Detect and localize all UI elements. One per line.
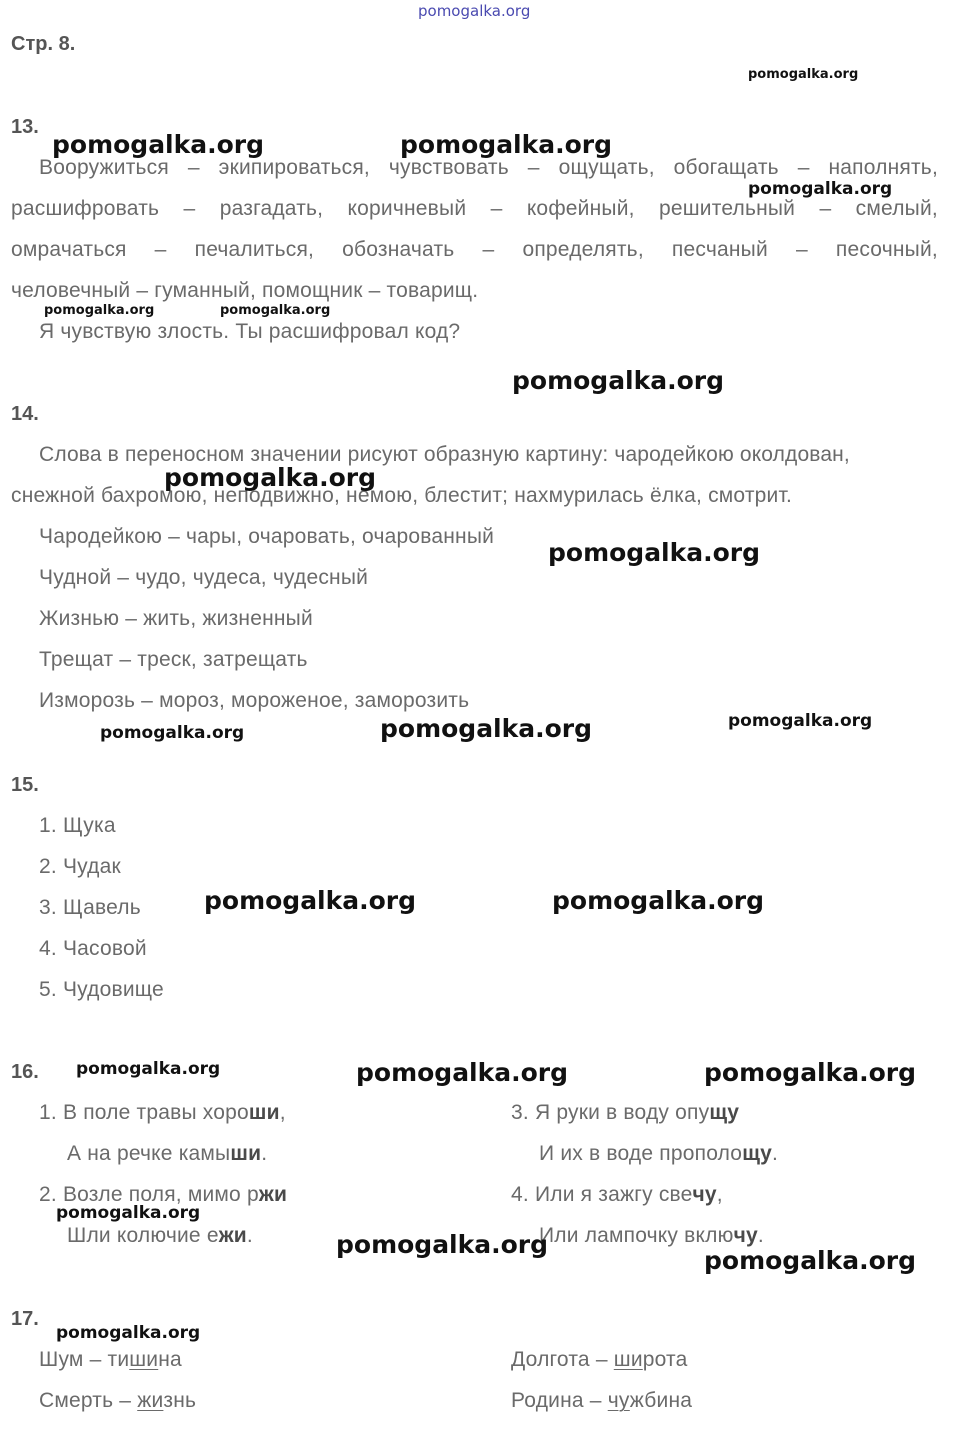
- exercise-13-number: 13.: [11, 116, 39, 138]
- ex14-item-1: Чародейкою – чары, очаровать, очарованный: [39, 525, 495, 548]
- ex15-item-2: 2. Чудак: [39, 855, 121, 878]
- ex16-poem-4-line-1: 4. Или я зажгу свечу,: [511, 1183, 723, 1206]
- watermark: pomogalka.org: [56, 1203, 201, 1223]
- ex15-item-3: 3. Щавель: [39, 896, 141, 919]
- watermark: pomogalka.org: [44, 303, 155, 318]
- ex16-poem-2-line-1: 2. Возле поля, мимо ржи: [39, 1183, 288, 1206]
- ex17-pair-2: Смерть – жизнь: [39, 1389, 197, 1412]
- watermark: pomogalka.org: [704, 1246, 917, 1275]
- ex13-line-2: расшифровать – разгадать, коричневый – кофейный, решительный – смелый,: [11, 197, 938, 220]
- ex15-item-1: 1. Щука: [39, 814, 116, 837]
- watermark: pomogalka.org: [164, 463, 377, 492]
- ex14-item-5: Изморозь – мороз, мороженое, заморозить: [39, 689, 470, 712]
- ex13-line-4: человечный – гуманный, помощник – товарищ.: [11, 279, 479, 302]
- ex16-poem-2-line-2: Шли колючие ежи.: [67, 1224, 253, 1247]
- ex16-poem-3-line-2: И их в воде прополощу.: [539, 1142, 779, 1165]
- watermark: pomogalka.org: [356, 1058, 569, 1087]
- ex16-poem-1-line-1: 1. В поле травы хороши,: [39, 1101, 286, 1124]
- ex15-item-4: 4. Часовой: [39, 937, 147, 960]
- watermark: pomogalka.org: [380, 714, 593, 743]
- page-label: Стр. 8.: [11, 33, 76, 55]
- watermark: pomogalka.org: [76, 1059, 221, 1079]
- watermark: pomogalka.org: [204, 886, 417, 915]
- ex13-line-3: омрачаться – печалиться, обозначать – определять, песчаный – песочный,: [11, 238, 938, 261]
- exercise-14-number: 14.: [11, 403, 39, 425]
- watermark: pomogalka.org: [400, 130, 613, 159]
- watermark: pomogalka.org: [548, 538, 761, 567]
- exercise-16-number: 16.: [11, 1061, 39, 1083]
- ex14-item-3: Жизнью – жить, жизненный: [39, 607, 313, 630]
- ex15-item-5: 5. Чудовище: [39, 978, 164, 1001]
- ex16-poem-4-line-2: Или лампочку включу.: [539, 1224, 764, 1247]
- watermark: pomogalka.org: [52, 130, 265, 159]
- watermark: pomogalka.org: [220, 303, 331, 318]
- ex14-line-1: Слова в переносном значении рисуют образную картину: чародейкою околдован,: [39, 443, 850, 466]
- ex14-item-2: Чудной – чудо, чудеса, чудесный: [39, 566, 369, 589]
- watermark: pomogalka.org: [336, 1230, 549, 1259]
- watermark: pomogalka.org: [552, 886, 765, 915]
- watermark: pomogalka.org: [748, 179, 893, 199]
- ex14-line-2: снежной бахромою, неподвижно, немою, блестит; нахмурилась ёлка, смотрит.: [11, 484, 792, 507]
- exercise-17-number: 17.: [11, 1308, 39, 1330]
- ex16-poem-3-line-1: 3. Я руки в воду опущу: [511, 1101, 740, 1124]
- watermark: pomogalka.org: [512, 366, 725, 395]
- watermark: pomogalka.org: [748, 67, 859, 82]
- ex17-pair-1: Шум – тишина: [39, 1348, 182, 1371]
- ex13-line-1: Вооружиться – экипироваться, чувствовать – ощущать, обогащать – наполнять,: [39, 156, 938, 179]
- watermark: pomogalka.org: [704, 1058, 917, 1087]
- ex14-item-4: Трещат – треск, затрещать: [39, 648, 308, 671]
- watermark-top: pomogalka.org: [418, 2, 531, 20]
- watermark: pomogalka.org: [100, 723, 245, 743]
- watermark: pomogalka.org: [56, 1323, 201, 1343]
- watermark: pomogalka.org: [728, 711, 873, 731]
- ex13-line-5: Я чувствую злость. Ты расшифровал код?: [39, 320, 461, 343]
- exercise-15-number: 15.: [11, 774, 39, 796]
- ex17-pair-4: Родина – чужбина: [511, 1389, 693, 1412]
- ex17-pair-3: Долгота – широта: [511, 1348, 688, 1371]
- ex16-poem-1-line-2: А на речке камыши.: [67, 1142, 268, 1165]
